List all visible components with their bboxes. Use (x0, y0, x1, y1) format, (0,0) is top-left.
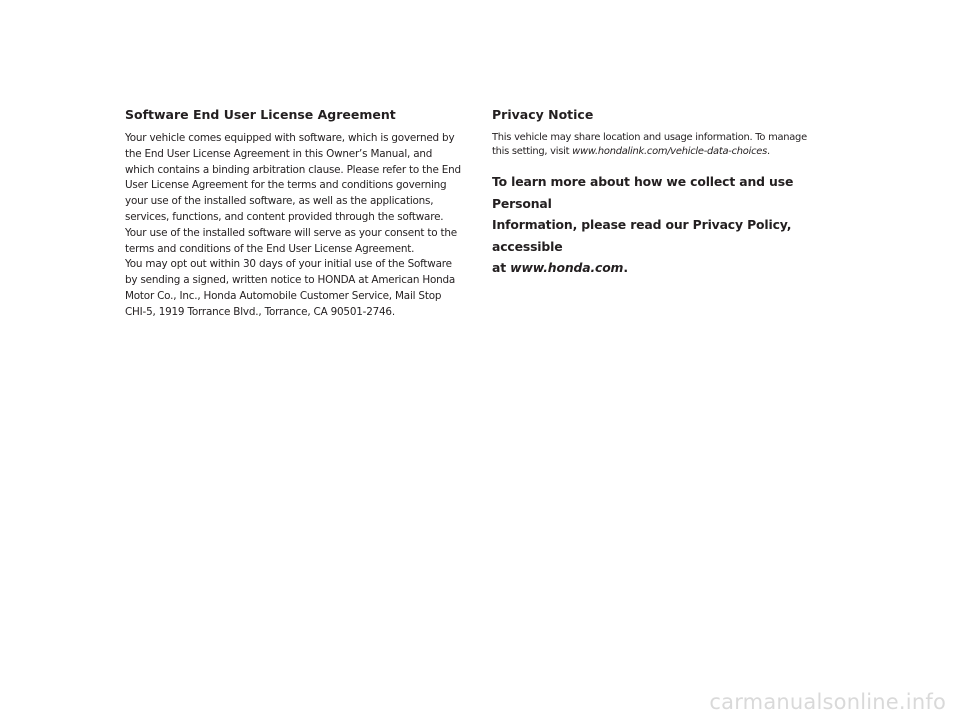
eula-line: terms and conditions of the End User License Agreement. (125, 242, 415, 255)
eula-line: services, functions, and content provided through the software. (125, 210, 444, 223)
eula-line: the End User License Agreement in this Owner’s Manual, and (125, 147, 433, 160)
privacy-line-prefix: this setting, visit (492, 146, 573, 158)
privacy-heading: Privacy Notice (492, 107, 594, 122)
eula-line: User License Agreement for the terms and conditions governing (125, 179, 447, 192)
eula-line: Motor Co., Inc., Honda Automobile Customer Service, Mail Stop (125, 289, 442, 302)
eula-heading: Software End User License Agreement (125, 107, 396, 122)
learn-more-line: Information, please read our Privacy Policy, accessible (492, 217, 792, 254)
learn-more-prefix: at (492, 260, 511, 276)
privacy-section (492, 106, 842, 279)
eula-line: by sending a signed, written notice to HONDA at American Honda (125, 274, 456, 287)
watermark: carmanualsonline.info (709, 690, 946, 714)
honda-link[interactable]: www.honda.com (510, 260, 624, 276)
privacy-line: This vehicle may share location and usage information. To manage (492, 132, 807, 143)
vehicle-data-choices-link[interactable]: www.hondalink.com/vehicle-data-choices (572, 146, 767, 158)
eula-line: Your vehicle comes equipped with software, which is governed by (125, 132, 455, 144)
eula-line: which contains a binding arbitration clause. Please refer to the End (125, 163, 461, 176)
eula-section (125, 106, 475, 321)
privacy-body (492, 131, 842, 159)
eula-body (125, 131, 475, 321)
privacy-learn-more (492, 171, 842, 279)
eula-line: Your use of the installed software will serve as your consent to the (125, 226, 457, 239)
learn-more-line: To learn more about how we collect and use Personal (492, 174, 794, 211)
eula-line: You may opt out within 30 days of your initial use of the Software (125, 258, 452, 271)
eula-line: CHI-5, 1919 Torrance Blvd., Torrance, CA 90501-2746. (125, 305, 395, 318)
eula-line: your use of the installed software, as well as the applications, (125, 195, 434, 208)
learn-more-suffix: . (623, 260, 628, 276)
privacy-line-suffix: . (766, 146, 770, 158)
